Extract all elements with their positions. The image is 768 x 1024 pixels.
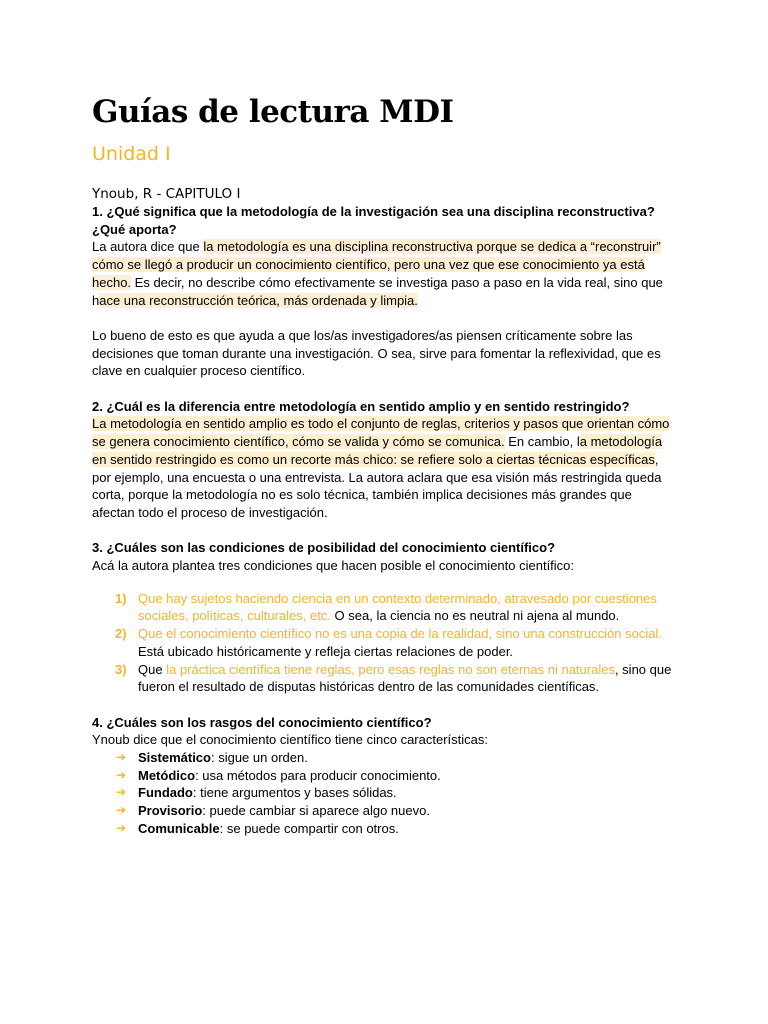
document-content [92, 92, 672, 838]
text: Está ubicado históricamente y refleja ciertas relaciones de poder. [138, 643, 514, 659]
list-item [92, 767, 672, 785]
trait-desc: : se puede compartir con otros. [219, 820, 399, 836]
arrow-bullet-icon: ➔ [116, 785, 127, 800]
spacer [92, 522, 672, 540]
list-item [92, 820, 672, 838]
colored-text: Que el conocimiento científico no es una copia de la realidad, sino una construcción social. [138, 626, 662, 642]
trait-desc: : sigue un orden. [210, 750, 308, 766]
highlighted-text: a metodología en sentido restringido es como un recorte más chico: se refiere solo a ciertas técnicas específicas [92, 434, 663, 467]
trait-desc: : tiene argumentos y bases sólidas. [192, 785, 397, 801]
answer-1-paragraph [92, 238, 672, 309]
question-4: 4. ¿Cuáles son los rasgos del conocimiento científico? [92, 714, 432, 730]
spacer [92, 309, 672, 327]
question-2: 2. ¿Cuál es la diferencia entre metodología en sentido amplio y en sentido restringido? [92, 398, 630, 414]
text: En cambio, l [504, 434, 580, 450]
list-item [92, 784, 672, 802]
answer-2-paragraph [92, 415, 672, 521]
trait-term: Comunicable [138, 820, 220, 836]
spacer [92, 380, 672, 398]
trait-desc: : puede cambiar si aparece algo nuevo. [202, 803, 430, 819]
arrow-bullet-icon: ➔ [116, 750, 127, 765]
document-title: Guías de lectura MDI [92, 94, 454, 130]
text: La autora dice que [92, 239, 204, 255]
list-number: 1) [115, 590, 127, 606]
arrow-bullet-icon: ➔ [116, 820, 127, 835]
arrow-bullet-icon: ➔ [116, 803, 127, 818]
question-1: 1. ¿Qué significa que la metodología de la investigación sea una disciplina reconstructiva? ¿Qué aporta? [92, 204, 655, 237]
trait-term: Provisorio [138, 803, 203, 819]
colored-text: Que hay sujetos haciendo ciencia en un contexto determinado, atravesado por cuestiones sociales, políticas, culturales, etc. [138, 590, 657, 624]
text: , sino que fueron el resultado de disputas históricas dentro de las comunidades científicas. [138, 661, 672, 695]
unit-heading: Unidad I [92, 143, 171, 165]
text: , por ejemplo, una encuesta o una entrevista. La autora aclara que esa visión más restringida queda corta, porque la metodología no es solo técnica, también implica decisiones más grandes que afectan todo el proceso de investigación. [92, 451, 662, 520]
chapter-heading: Ynoub, R - CAPITULO I [92, 186, 241, 202]
spacer [92, 696, 672, 714]
traits-list [92, 749, 672, 838]
answer-4-intro: Ynoub dice que el conocimiento científico tiene cinco características: [92, 732, 488, 748]
highlighted-text: ace una reconstrucción teórica, más ordenada y limpia. [99, 292, 418, 308]
text: O sea, la ciencia no es neutral ni ajena al mundo. [330, 608, 620, 624]
list-item [92, 802, 672, 820]
trait-desc: : usa métodos para producir conocimiento. [195, 767, 441, 783]
highlighted-text: la metodología es una disciplina reconstructiva porque se dedica a “reconstruir” cómo se llegó a producir un conocimiento científico, pero una vez que ese conocimiento ya está hecho. [92, 239, 661, 290]
trait-term: Fundado [138, 785, 193, 801]
trait-term: Metódico [138, 767, 196, 783]
answer-1-paragraph-2: Lo bueno de esto es que ayuda a que los/as investigadores/as piensen críticamente sobre las decisiones que toman durante una investigación. O sea, sirve para fomentar la reflexividad, que es clave en cualquier proceso científico. [92, 327, 661, 379]
conditions-list [92, 590, 672, 696]
highlighted-text: La metodología en sentido amplio es todo el conjunto de reglas, criterios y pasos que orientan cómo se genera conocimiento científico, cómo se valida y cómo se comunica. [92, 416, 670, 450]
list-number: 3) [115, 661, 127, 677]
trait-term: Sistemático [138, 750, 211, 766]
text: Que [138, 661, 167, 677]
list-item [92, 625, 672, 660]
list-item [92, 590, 672, 625]
list-number: 2) [115, 626, 127, 642]
arrow-bullet-icon: ➔ [116, 767, 127, 782]
answer-3-intro: Acá la autora plantea tres condiciones que hacen posible el conocimiento científico: [92, 558, 575, 574]
question-3: 3. ¿Cuáles son las condiciones de posibilidad del conocimiento científico? [92, 540, 556, 556]
text: Es decir, no describe cómo efectivamente se investiga paso a paso en la vida real, sino que h [92, 274, 663, 308]
list-item [92, 661, 672, 696]
list-item [92, 749, 672, 767]
colored-text: la práctica científica tiene reglas, pero esas reglas no son eternas ni naturales [166, 661, 615, 677]
